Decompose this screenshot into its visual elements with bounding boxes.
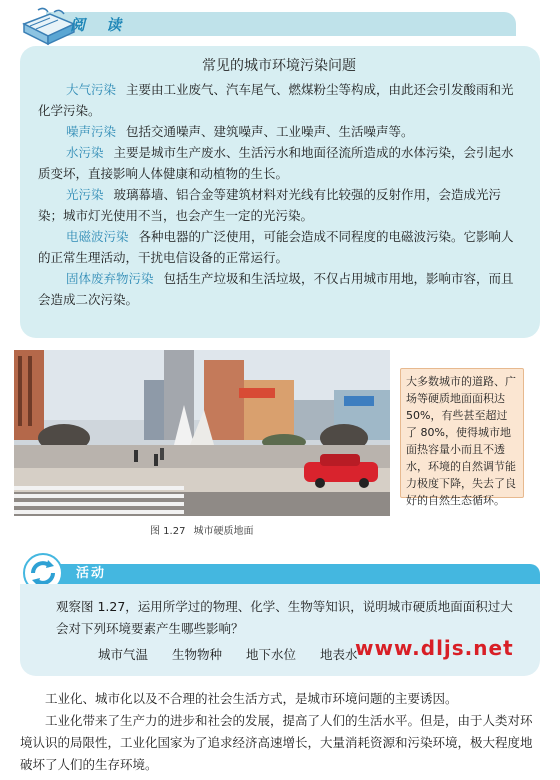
activity-item: 地表水	[320, 647, 358, 662]
reading-title: 常见的城市环境污染问题	[202, 58, 356, 74]
activity-title: 活动	[76, 566, 107, 581]
figure-caption-text: 城市硬质地面	[193, 526, 254, 537]
term-description: 主要由工业废气、汽车尾气、燃煤粉尘等构成，由此还会引发酸雨和光化学污染。	[38, 82, 514, 118]
city-hard-ground-photo	[14, 350, 390, 516]
term-label: 固体废弃物污染	[66, 271, 154, 286]
reading-item	[38, 142, 520, 184]
term-description: 玻璃幕墙、铝合金等建筑材料对光线有比较强的反射作用，会造成光污染；城市灯光使用不当，也会产生一定的光污染。	[38, 187, 502, 223]
activity-question: 观察图 1.27，运用所学过的物理、化学、生物等知识，说明城市硬质地面面积过大会对下列环境要素产生哪些影响？	[56, 599, 513, 636]
term-label: 水污染	[66, 145, 104, 160]
reading-item	[38, 79, 520, 121]
reading-item	[38, 226, 520, 268]
figure-number: 图 1.27	[150, 526, 186, 537]
term-description: 包括交通噪声、建筑噪声、工业噪声、生活噪声等。	[126, 124, 414, 139]
term-label: 光污染	[66, 187, 104, 202]
term-description: 主要是城市生产废水、生活污水和地面径流所造成的水体污染，会引起水质变坏，直接影响人体健康和动植物的生长。	[38, 145, 514, 181]
watermark: www.dljs.net	[355, 636, 514, 660]
side-note: 大多数城市的道路、广场等硬质地面面积达 50%，有些甚至超过了 80%，使得城市地面热容量小而且不透水，环境的自然调节能力极度下降，失去了良好的自然生态循环。	[400, 368, 524, 498]
activity-item: 生物物种	[172, 647, 223, 662]
term-label: 电磁波污染	[66, 229, 129, 244]
activity-item: 城市气温	[98, 647, 149, 662]
term-description: 包括生产垃圾和生活垃圾，不仅占用城市用地，影响市容，而且会造成二次污染。	[38, 271, 514, 307]
body-text	[20, 688, 540, 776]
reading-item	[38, 121, 520, 142]
body-paragraph: 工业化带来了生产力的进步和社会的发展，提高了人们的生活水平。但是，由于人类对环境认识的局限性，工业化国家为了追求经济高速增长，大量消耗资源和污染环境，极大程度地破坏了人们的生存环境。	[20, 713, 533, 772]
activity-box	[20, 584, 540, 676]
reading-header-title: 阅 读	[70, 16, 130, 34]
activity-header-bar	[50, 564, 540, 584]
term-label: 噪声污染	[66, 124, 117, 139]
reading-item	[38, 184, 520, 226]
reading-item	[38, 268, 520, 310]
body-paragraph: 工业化、城市化以及不合理的社会生活方式，是城市环境问题的主要诱因。	[45, 691, 458, 706]
figure-caption	[150, 522, 253, 537]
term-description: 各种电器的广泛使用，可能会造成不同程度的电磁波污染。它影响人的正常生理活动，干扰电信设备的正常运行。	[38, 229, 514, 265]
activity-item: 地下水位	[246, 647, 297, 662]
term-label: 大气污染	[66, 82, 117, 97]
reading-box	[20, 46, 540, 338]
